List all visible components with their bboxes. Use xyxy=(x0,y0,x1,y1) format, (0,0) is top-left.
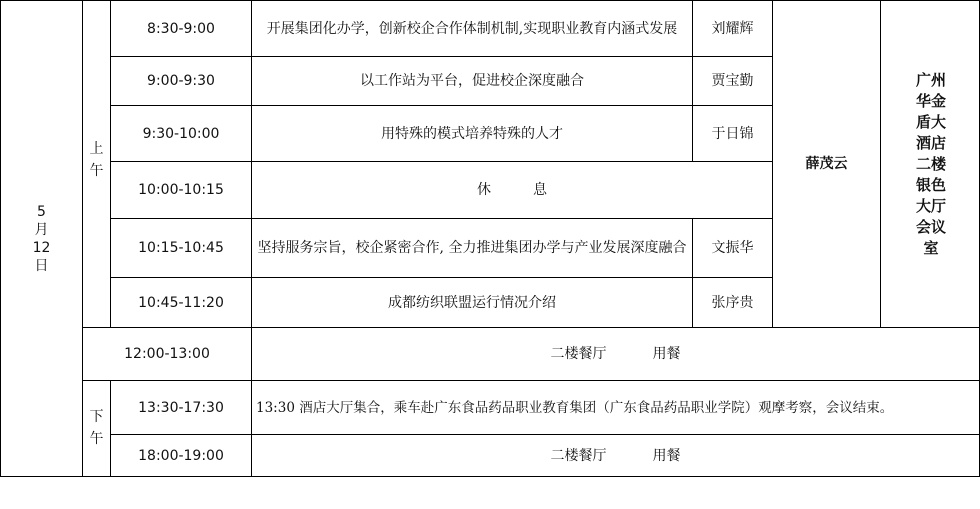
topic-cell: 以工作站为平台，促进校企深度融合 xyxy=(360,73,584,89)
meal-cell xyxy=(252,328,979,380)
date-char: 日 xyxy=(34,257,49,274)
topic-cell: 13:30 酒店大厅集合，乘车赴广东食品药品职业教育集团（广东食品药品职业学院）观摩考察，会议结束。 xyxy=(256,399,894,416)
pm-label xyxy=(83,396,110,460)
am-char: 上 xyxy=(89,141,104,157)
topic-cell: 坚持服务宗旨，校企紧密合作, 全力推进集团办学与产业发展深度融合 xyxy=(257,240,687,256)
meal-cell xyxy=(252,435,979,476)
speaker-cell: 刘耀辉 xyxy=(711,20,754,37)
rule-bottom xyxy=(0,476,980,477)
topic-cell: 开展集团化办学，创新校企合作体制机制,实现职业教育内涵式发展 xyxy=(266,20,678,37)
date-cell xyxy=(1,1,82,476)
meal-place: 二楼餐厅 xyxy=(550,447,607,464)
am-label xyxy=(83,128,110,192)
time-cell: 10:00-10:15 xyxy=(138,182,224,198)
am-char: 午 xyxy=(89,163,104,179)
date-char: 12 xyxy=(32,239,51,256)
time-cell: 9:00-9:30 xyxy=(147,73,215,89)
date-char: 月 xyxy=(34,221,49,238)
speaker-cell: 贾宝勤 xyxy=(711,73,754,89)
topic-cell: 用特殊的模式培养特殊的人才 xyxy=(381,125,563,142)
speaker-cell: 于日锦 xyxy=(711,125,754,142)
time-cell: 13:30-17:30 xyxy=(138,399,224,416)
speaker-cell: 张序贵 xyxy=(711,294,754,311)
pm-char: 下 xyxy=(89,409,104,425)
rule xyxy=(880,0,881,327)
time-cell: 12:00-13:00 xyxy=(124,346,210,362)
time-cell: 10:45-11:20 xyxy=(138,294,224,311)
time-cell: 9:30-10:00 xyxy=(142,125,220,142)
meal-place: 二楼餐厅 xyxy=(550,346,607,362)
rule xyxy=(251,0,252,477)
venue-cell: 广州华金盾大酒店二楼银色大厅会议室 xyxy=(915,70,946,257)
meal-label: 用餐 xyxy=(652,346,681,362)
time-cell: 8:30-9:00 xyxy=(147,20,215,37)
date-char: 5 xyxy=(37,203,46,220)
time-cell: 10:15-10:45 xyxy=(138,240,224,256)
break-cell: 休 息 xyxy=(477,182,547,198)
topic-cell: 成都纺织联盟运行情况介绍 xyxy=(388,294,556,311)
speaker-cell: 文振华 xyxy=(711,240,754,256)
pm-char: 午 xyxy=(89,431,104,447)
host-cell: 薛茂云 xyxy=(805,156,848,172)
meal-label: 用餐 xyxy=(652,447,681,464)
time-cell: 18:00-19:00 xyxy=(138,447,224,464)
